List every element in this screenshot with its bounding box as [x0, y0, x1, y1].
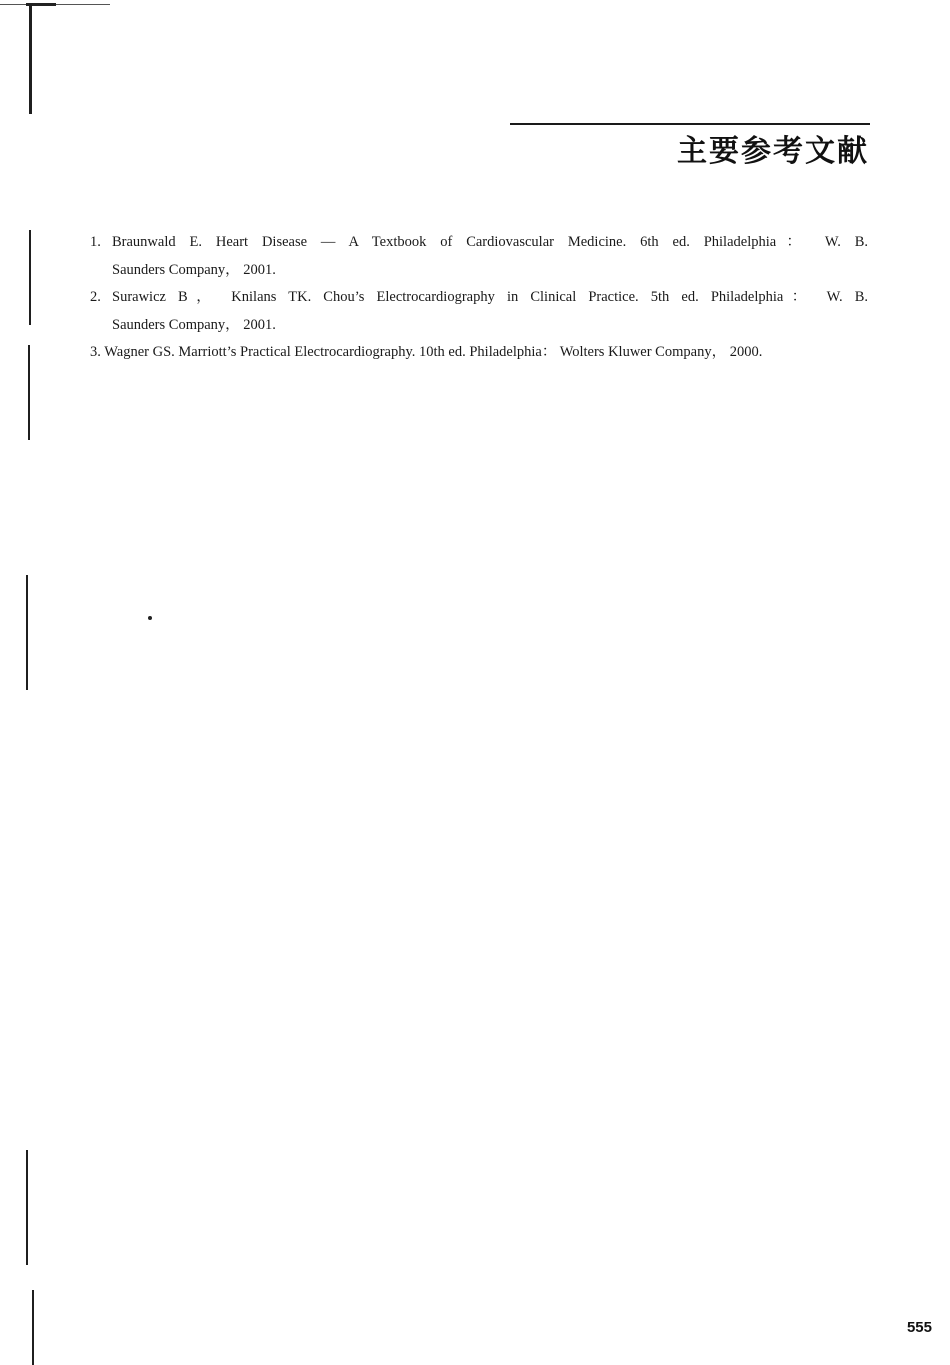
reference-number: 3. [90, 344, 101, 360]
reference-item [90, 283, 868, 339]
scan-edge-mark [26, 575, 28, 690]
reference-number: 1. [90, 234, 101, 250]
scan-edge-mark [32, 1290, 34, 1365]
reference-list [90, 228, 868, 365]
reference-number: 2. [90, 289, 101, 305]
scan-edge-mark [29, 4, 32, 114]
reference-item [90, 228, 868, 284]
scan-edge-mark [29, 230, 31, 325]
reference-item [90, 338, 868, 366]
reference-text-line: Saunders Company， 2001. [112, 262, 276, 278]
reference-text-line: Saunders Company， 2001. [112, 317, 276, 333]
reference-text: Wagner GS. Marriott’s Practical Electrocardiography. 10th ed. Philadelphia： Wolters Kluwer Company， 2000. [104, 344, 763, 360]
reference-text-line: Surawicz B， Knilans TK. Chou’s Electrocardiography in Clinical Practice. 5th ed. Philadelphia： W. B. [112, 289, 868, 305]
heading-rule [510, 123, 870, 125]
reference-text-line [90, 338, 868, 366]
page-title: 主要参考文献 [677, 134, 869, 169]
scan-speck [148, 616, 152, 620]
scan-edge-mark [26, 1150, 28, 1265]
reference-text-line: Braunwald E. Heart Disease — A Textbook of Cardiovascular Medicine. 6th ed. Philadelphia： W. B. [112, 234, 868, 250]
page-number: 555 [906, 1319, 932, 1336]
scan-edge-mark [28, 345, 30, 440]
